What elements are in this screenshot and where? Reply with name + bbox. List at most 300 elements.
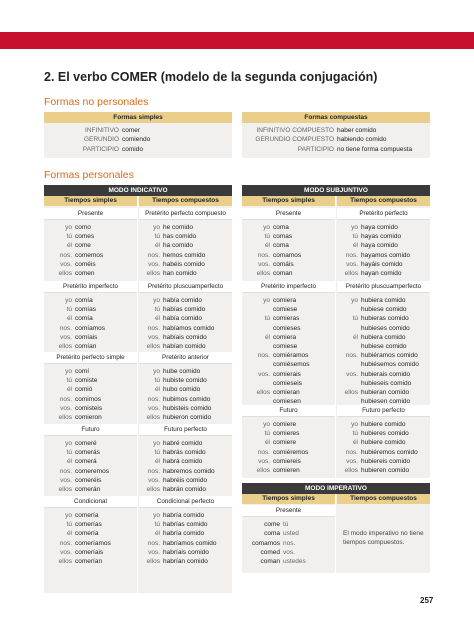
- pronoun: tú: [66, 306, 72, 314]
- pronoun: nos.: [257, 448, 270, 456]
- pronoun: él: [66, 530, 72, 538]
- pronoun: él: [264, 439, 270, 447]
- conjugation-row: [145, 467, 215, 476]
- pronoun: vos.: [148, 476, 160, 484]
- imperative-row: [242, 557, 306, 566]
- pronoun: él: [66, 386, 72, 394]
- verb-form: comías: [75, 306, 96, 314]
- conjugation-row: [50, 539, 111, 548]
- pronoun: yo: [153, 440, 160, 447]
- conjugation-row: [248, 379, 309, 388]
- tense-header: Pretérito pluscuamperfecto: [337, 281, 430, 293]
- verb-form: comiéremos: [273, 448, 309, 456]
- conjugation-row: [145, 223, 205, 232]
- pronoun: ustedes: [283, 558, 306, 566]
- pronoun: yo: [65, 368, 72, 375]
- conjugation-row: [248, 420, 308, 429]
- verb-form: habéis comido: [163, 260, 205, 268]
- verb-form: comemos: [75, 251, 104, 259]
- verb-form: hubimos comido: [163, 395, 211, 403]
- conjugation-row: [50, 376, 102, 385]
- verb-form: hubieron comido: [163, 414, 212, 422]
- pronoun: nos.: [147, 539, 160, 547]
- verb-form: coma: [273, 224, 289, 231]
- conjugation-row: [145, 448, 215, 457]
- verb-form: comieseis: [273, 379, 302, 387]
- conjugation-row: [145, 376, 211, 385]
- pronoun: yo: [65, 224, 72, 231]
- imperative-form: comed: [260, 548, 280, 556]
- conjugation-list: [50, 439, 109, 494]
- verb-form: comerás: [75, 449, 100, 457]
- conjugation-row: [50, 413, 102, 422]
- conjugation-row: [145, 557, 216, 566]
- tense-header: Condicional perfecto: [139, 496, 232, 508]
- conjugation-row: [50, 476, 109, 485]
- conjugation-row: [145, 333, 214, 342]
- verb-form: comiera: [273, 333, 297, 341]
- pronoun: ellos: [146, 486, 160, 494]
- verb-form: hubiereis comido: [361, 457, 411, 465]
- imperative-row: [242, 539, 306, 548]
- conjugation-row: [50, 260, 103, 269]
- form-value: comiendo: [122, 136, 151, 144]
- pronoun: vos.: [60, 260, 72, 268]
- pronoun: ellos: [344, 389, 358, 397]
- conjugation-row: [50, 314, 105, 323]
- verb-form: comierais: [273, 370, 301, 378]
- pronoun: vos.: [258, 260, 270, 268]
- form-value: no tiene forma compuesta: [337, 145, 413, 153]
- verb-form: habíais comido: [163, 333, 207, 341]
- conjugation-row: [248, 438, 308, 447]
- conjugation-row: [248, 429, 308, 438]
- conjugation-row: [145, 232, 205, 241]
- pronoun: vos.: [60, 333, 72, 341]
- page-title: 2. El verbo COMER (modelo de la segunda conjugación): [44, 70, 378, 84]
- imperative-form: coma: [264, 530, 280, 538]
- pronoun: yo: [153, 512, 160, 519]
- pronoun: ellos: [344, 270, 358, 278]
- conjugation-row: [248, 457, 308, 466]
- verb-form: comió: [75, 386, 93, 394]
- conjugation-row: [248, 296, 309, 305]
- verb-form: como: [75, 224, 91, 231]
- pronoun: [343, 342, 361, 351]
- conjugation-row: [145, 404, 211, 413]
- conjugation-row: [50, 557, 111, 566]
- conjugation-row: [145, 241, 205, 250]
- conjugation-row: [343, 269, 410, 278]
- verb-form: hubiesen comido: [361, 398, 411, 406]
- verb-form: comíamos: [75, 324, 105, 332]
- conjugation-row: [145, 314, 214, 323]
- verb-form: comiereis: [273, 457, 301, 465]
- conjugation-row: [145, 439, 215, 448]
- conjugation-row: [50, 448, 109, 457]
- verb-form: comáis: [273, 260, 294, 268]
- conjugation-row: [248, 333, 309, 342]
- verb-form: habremos comido: [163, 467, 215, 475]
- verb-form: coméis: [75, 260, 96, 268]
- conjugation-row: [50, 223, 103, 232]
- conjugation-row: [145, 260, 205, 269]
- indicativo-tiempos-compuestos-header: Tiempos compuestos: [139, 196, 232, 206]
- conjugation-row: [248, 466, 308, 475]
- form-label: INFINITIVO: [85, 127, 119, 134]
- conjugation-row: [343, 448, 418, 457]
- imperative-row: [242, 520, 306, 529]
- verb-form: comería: [75, 530, 99, 538]
- conjugation-row: [248, 342, 309, 351]
- verb-form: hubiste comido: [163, 377, 207, 385]
- imperative-row: [242, 548, 306, 557]
- pronoun: ellos: [58, 343, 72, 351]
- conjugation-row: [145, 539, 216, 548]
- conjugation-row: [50, 520, 111, 529]
- verb-form: habré comido: [163, 440, 203, 447]
- conjugation-row: [50, 232, 103, 241]
- pronoun: vos.: [258, 457, 270, 465]
- pronoun: [248, 342, 273, 351]
- conjugation-row: [343, 370, 419, 379]
- pronoun: yo: [263, 297, 270, 304]
- conjugation-row: [145, 296, 214, 305]
- verb-form: hubiésemos comido: [361, 361, 419, 369]
- pronoun: él: [352, 242, 358, 250]
- pronoun: nos.: [59, 251, 72, 259]
- verb-form: han comido: [163, 270, 197, 278]
- pronoun: vos.: [258, 370, 270, 378]
- pronoun: él: [264, 242, 270, 250]
- pronoun: nos.: [147, 467, 160, 475]
- verb-form: comeré: [75, 440, 97, 447]
- conjugation-row: [145, 476, 215, 485]
- verb-form: habrán comido: [163, 486, 206, 494]
- conjugation-row: [145, 548, 216, 557]
- conjugation-row: [343, 251, 410, 260]
- pronoun: tú: [66, 449, 72, 457]
- conjugation-row: [248, 351, 309, 360]
- verb-form: habríamos comido: [163, 539, 217, 547]
- verb-form: habíamos comido: [163, 324, 215, 332]
- pronoun: vos.: [346, 260, 358, 268]
- verb-form: comiese: [273, 343, 298, 351]
- tense-header: Futuro perfecto: [139, 424, 232, 436]
- page-number: 257: [420, 596, 434, 605]
- pronoun: nos.: [59, 395, 72, 403]
- imperative-row: [242, 529, 306, 538]
- verb-form: hayamos comido: [361, 251, 411, 259]
- conjugation-row: [248, 388, 309, 397]
- red-header-bar: [0, 32, 474, 49]
- verb-form: hubiere comido: [361, 439, 406, 447]
- tense-header: Condicional: [44, 496, 137, 508]
- verb-form: hubierais comido: [361, 370, 411, 378]
- pronoun: ellos: [256, 389, 270, 397]
- form-label: GERUNDIO: [83, 136, 119, 144]
- verb-form: había comido: [163, 297, 203, 304]
- pronoun: usted: [283, 530, 299, 538]
- pronoun: él: [154, 386, 160, 394]
- conjugation-list: [248, 420, 308, 475]
- conjugation-row: [343, 438, 418, 447]
- conjugation-row: [50, 251, 103, 260]
- pronoun: nos.: [59, 539, 72, 547]
- pronoun: nos.: [59, 324, 72, 332]
- verb-form: haya comido: [361, 224, 398, 231]
- conjugation-row: [248, 241, 301, 250]
- pronoun: yo: [351, 421, 358, 428]
- pronoun: tú: [352, 315, 358, 323]
- conjugation-row: [343, 457, 418, 466]
- conjugation-list: [343, 296, 419, 406]
- tense-header: Pretérito anterior: [139, 352, 232, 364]
- conjugation-row: [50, 529, 111, 538]
- conjugation-row: [343, 420, 418, 429]
- conjugation-row: [343, 351, 419, 360]
- pronoun: nos.: [345, 448, 358, 456]
- imperativo-note: El modo imperativo no tiene tiempos compuestos.: [343, 530, 424, 546]
- pronoun: [248, 305, 273, 314]
- form-value: habiendo comido: [337, 136, 387, 144]
- pronoun: yo: [263, 224, 270, 231]
- conjugation-row: [50, 296, 105, 305]
- formas-simples-list: [44, 126, 150, 154]
- pronoun: nos.: [147, 395, 160, 403]
- verb-form: hubieres comido: [361, 430, 409, 438]
- conjugation-row: [343, 429, 418, 438]
- tense-header: Pretérito perfecto: [337, 208, 430, 220]
- pronoun: [343, 360, 361, 369]
- verb-form: hube comido: [163, 368, 201, 375]
- pronoun: ellos: [146, 270, 160, 278]
- verb-form: hubiera comido: [361, 333, 406, 341]
- imperativo-list: [242, 520, 306, 566]
- pronoun: él: [66, 242, 72, 250]
- pronoun: ellos: [256, 467, 270, 475]
- verb-form: comeríamos: [75, 539, 111, 547]
- pronoun: él: [154, 458, 160, 466]
- pronoun: tú: [154, 377, 160, 385]
- verb-form: comiesen: [273, 398, 301, 406]
- conjugation-row: [145, 511, 216, 520]
- conjugation-list: [248, 296, 309, 406]
- pronoun: tú: [264, 430, 270, 438]
- verb-form: comerías: [75, 521, 102, 529]
- form-label: PARTICIPIO: [297, 145, 334, 153]
- conjugation-row: [248, 305, 309, 314]
- form-label: GERUNDIO COMPUESTO: [255, 136, 334, 144]
- pronoun: nos.: [345, 251, 358, 259]
- pronoun: yo: [263, 421, 270, 428]
- pronoun: [343, 324, 361, 333]
- verb-form: comieren: [273, 467, 300, 475]
- verb-form: hubieseis comido: [361, 379, 412, 387]
- tense-header: Pretérito perfecto simple: [44, 352, 137, 364]
- conjugation-row: [343, 305, 419, 314]
- pronoun: ellos: [256, 270, 270, 278]
- pronoun: vos.: [60, 476, 72, 484]
- verb-form: habrás comido: [163, 449, 206, 457]
- verb-form: habrá comido: [163, 458, 203, 466]
- formas-compuestas-list: [242, 126, 412, 154]
- conjugation-row: [343, 342, 419, 351]
- conjugation-row: [50, 342, 105, 351]
- verb-form: comes: [75, 233, 95, 241]
- verb-form: comíais: [75, 333, 98, 341]
- form-label: PARTICIPIO: [82, 145, 119, 153]
- pronoun: ellos: [146, 414, 160, 422]
- tense-header: Presente: [242, 208, 335, 220]
- verb-form: hayan comido: [361, 270, 402, 278]
- form-row: [44, 145, 150, 154]
- verb-form: ha comido: [163, 242, 193, 250]
- conjugation-row: [248, 370, 309, 379]
- verb-form: comieron: [75, 414, 102, 422]
- verb-form: hayáis comido: [361, 260, 403, 268]
- conjugation-list: [248, 223, 301, 278]
- modo-imperativo-header: MODO IMPERATIVO: [242, 483, 430, 494]
- pronoun: tú: [154, 306, 160, 314]
- pronoun: vos.: [60, 404, 72, 412]
- form-value: comer: [122, 127, 141, 134]
- conjugation-row: [248, 314, 309, 323]
- conjugation-row: [248, 232, 301, 241]
- verb-form: coman: [273, 270, 293, 278]
- pronoun: tú: [66, 377, 72, 385]
- conjugation-row: [145, 485, 215, 494]
- pronoun: vos.: [346, 370, 358, 378]
- conjugation-row: [343, 360, 419, 369]
- pronoun: ellos: [58, 414, 72, 422]
- conjugation-row: [248, 448, 308, 457]
- conjugation-row: [50, 305, 105, 314]
- verb-form: hemos comido: [163, 251, 206, 259]
- section-heading-personales: Formas personales: [44, 169, 134, 181]
- verb-form: haya comido: [361, 242, 398, 250]
- conjugation-row: [248, 269, 301, 278]
- verb-form: comerá: [75, 458, 97, 466]
- conjugation-row: [248, 324, 309, 333]
- pronoun: nos.: [59, 467, 72, 475]
- pronoun: vos.: [148, 404, 160, 412]
- imperativo-tiempos-simples-header: Tiempos simples: [242, 494, 335, 504]
- pronoun: nos.: [345, 352, 358, 360]
- conjugation-row: [50, 511, 111, 520]
- pronoun: tú: [154, 449, 160, 457]
- pronoun: tú: [154, 233, 160, 241]
- pronoun: tú: [154, 521, 160, 529]
- conjugation-row: [343, 296, 419, 305]
- conjugation-row: [50, 439, 109, 448]
- pronoun: vos.: [346, 457, 358, 465]
- tense-header: Futuro: [242, 405, 335, 417]
- conjugation-list: [343, 223, 410, 278]
- pronoun: él: [154, 530, 160, 538]
- verb-form: comeríais: [75, 548, 104, 556]
- pronoun: [343, 305, 361, 314]
- form-row: [242, 145, 412, 154]
- conjugation-row: [343, 232, 410, 241]
- tense-header: Futuro perfecto: [337, 405, 430, 417]
- conjugation-row: [50, 385, 102, 394]
- pronoun: nos.: [147, 324, 160, 332]
- verb-form: habríais comido: [163, 548, 209, 556]
- pronoun: nos.: [257, 251, 270, 259]
- conjugation-row: [145, 520, 216, 529]
- verb-form: comiere: [273, 439, 297, 447]
- pronoun: tú: [66, 521, 72, 529]
- formas-simples-header: Formas simples: [44, 112, 232, 123]
- verb-form: comerán: [75, 486, 101, 494]
- imperativo-divider: [335, 494, 336, 573]
- verb-form: hubiéremos comido: [361, 448, 418, 456]
- verb-form: coma: [273, 242, 289, 250]
- imperativo-tiempos-compuestos-header: Tiempos compuestos: [337, 494, 430, 504]
- tense-header: Pretérito pluscuamperfecto: [139, 281, 232, 293]
- verb-form: hubiese comido: [361, 343, 407, 351]
- conjugation-row: [50, 395, 102, 404]
- pronoun: yo: [153, 368, 160, 375]
- form-row: [242, 126, 412, 135]
- pronoun: ellos: [58, 486, 72, 494]
- verb-form: comiere: [273, 421, 297, 428]
- pronoun: vos.: [148, 260, 160, 268]
- conjugation-list: [145, 296, 214, 351]
- pronoun: él: [352, 333, 358, 341]
- verb-form: comeréis: [75, 476, 102, 484]
- verb-form: comisteis: [75, 404, 103, 412]
- imperative-form: comamos: [251, 539, 280, 547]
- conjugation-list: [50, 223, 103, 278]
- pronoun: ellos: [146, 558, 160, 566]
- verb-form: habréis comido: [163, 476, 208, 484]
- verb-form: comiese: [273, 306, 298, 314]
- pronoun: yo: [351, 224, 358, 231]
- pronoun: vos.: [148, 333, 160, 341]
- form-row: [44, 135, 150, 144]
- conjugation-row: [145, 529, 216, 538]
- verb-form: hubieren comido: [361, 467, 410, 475]
- conjugation-row: [145, 367, 211, 376]
- pronoun: [343, 379, 361, 388]
- pronoun: yo: [65, 512, 72, 519]
- verb-form: comas: [273, 233, 293, 241]
- pronoun: yo: [153, 297, 160, 304]
- pronoun: nos.: [283, 539, 296, 547]
- verb-form: comieres: [273, 430, 300, 438]
- subjuntivo-divider: [335, 196, 336, 478]
- verb-form: comiste: [75, 377, 98, 385]
- conjugation-row: [50, 485, 109, 494]
- conjugation-row: [50, 548, 111, 557]
- conjugation-row: [50, 269, 103, 278]
- pronoun: él: [352, 439, 358, 447]
- pronoun: [248, 324, 273, 333]
- verb-form: hubiera comido: [361, 297, 406, 304]
- imperative-form: come: [264, 521, 280, 528]
- conjugation-list: [145, 223, 205, 278]
- conjugation-row: [145, 305, 214, 314]
- conjugation-row: [343, 388, 419, 397]
- pronoun: nos.: [147, 251, 160, 259]
- verb-form: hubo comido: [163, 386, 201, 394]
- conjugation-row: [343, 466, 418, 475]
- pronoun: tú: [66, 233, 72, 241]
- verb-form: comamos: [273, 251, 302, 259]
- pronoun: él: [154, 242, 160, 250]
